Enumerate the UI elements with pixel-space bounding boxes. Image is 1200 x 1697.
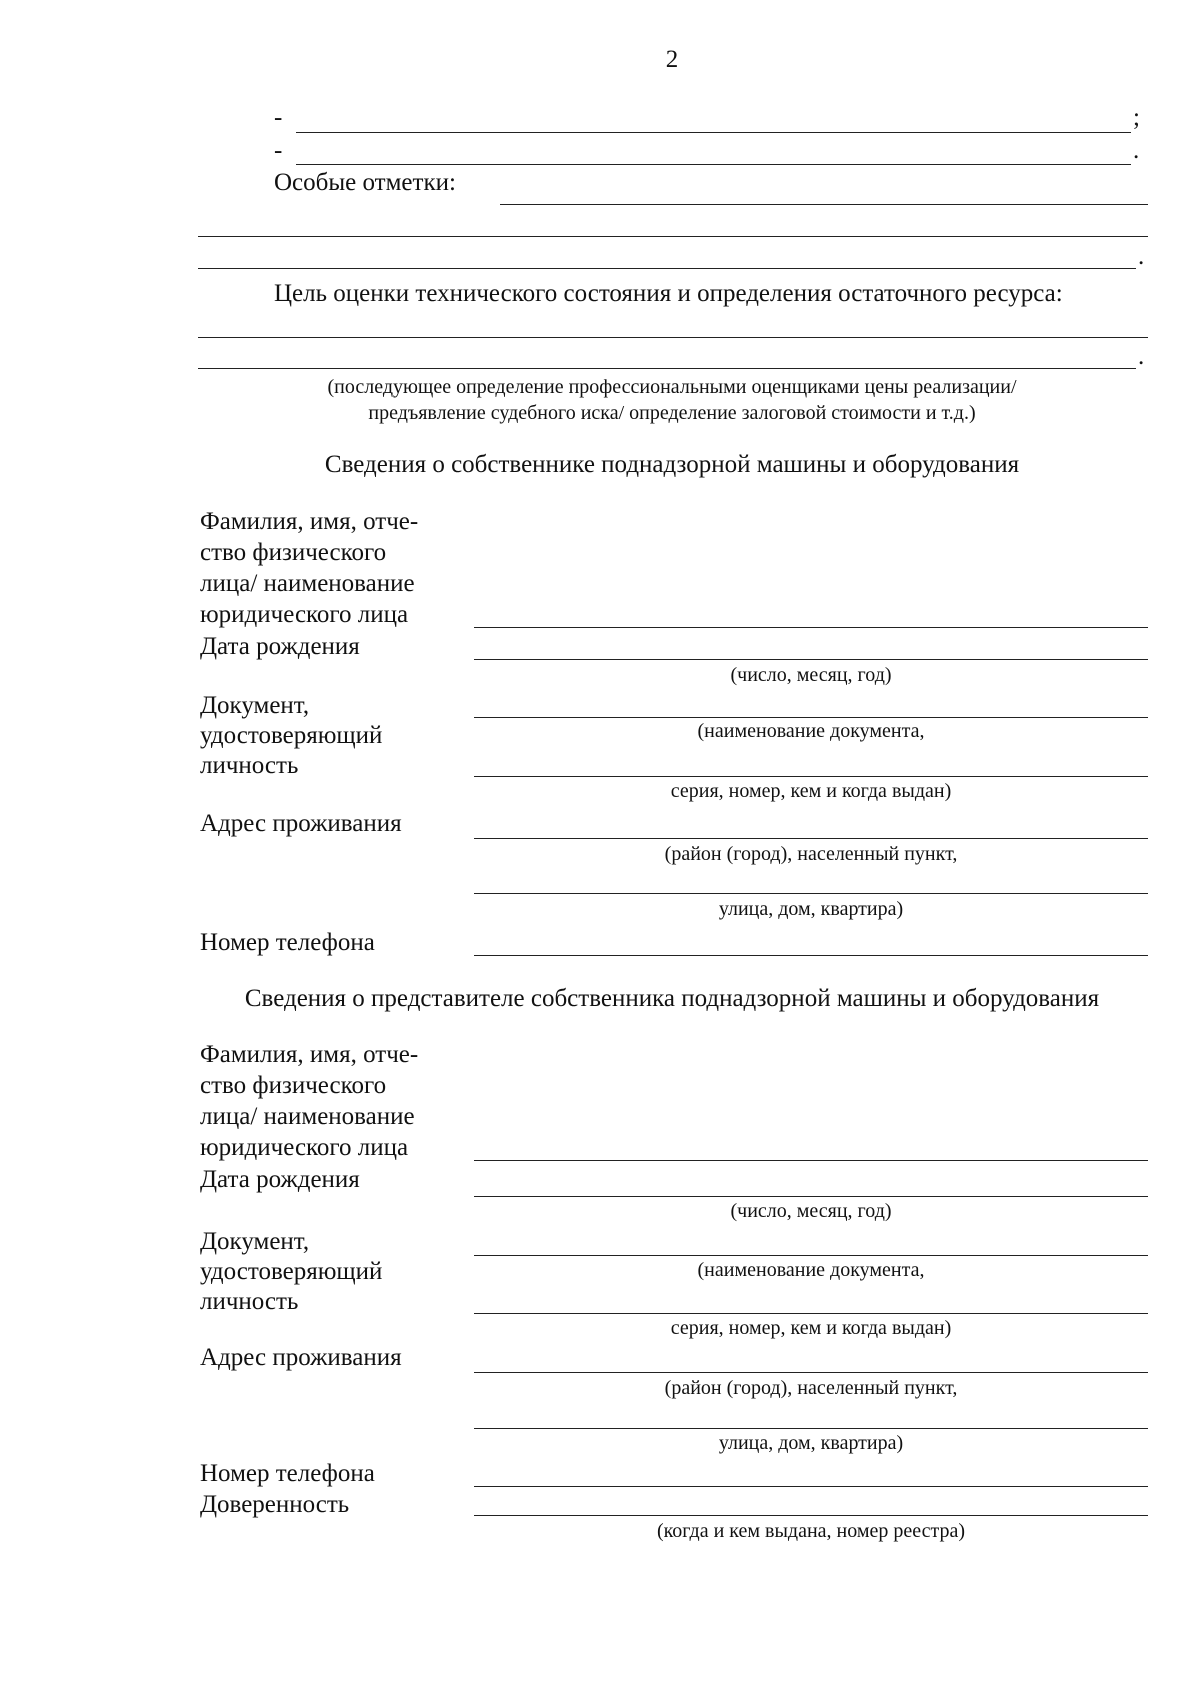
- representative-section-title: Сведения о представителе собственника поднадзорной машины и оборудования: [244, 985, 1100, 1012]
- purpose-hint-1: (последующее определение профессиональными оценщиками цены реализации/: [327, 376, 1017, 398]
- list-item-end-1: ;: [1133, 104, 1140, 131]
- owner-name-label-1: Фамилия, имя, отче-: [200, 508, 419, 535]
- rep-poa-hint: (когда и кем выдана, номер реестра): [656, 1520, 966, 1542]
- special-marks-field-2[interactable]: [198, 207, 1148, 237]
- list-item-field-1[interactable]: [296, 103, 1131, 133]
- rep-poa-field[interactable]: [474, 1486, 1148, 1516]
- rep-birth-label: Дата рождения: [200, 1166, 360, 1193]
- rep-name-field[interactable]: [474, 1131, 1148, 1161]
- rep-doc-label-1: Документ,: [200, 1228, 310, 1255]
- owner-doc-hint-1: (наименование документа,: [697, 720, 925, 742]
- special-marks-end: .: [1138, 243, 1145, 270]
- owner-phone-label: Номер телефона: [200, 929, 375, 956]
- purpose-field-1[interactable]: [198, 308, 1148, 338]
- owner-doc-label-3: личность: [200, 752, 299, 779]
- rep-name-label-4: юридического лица: [200, 1134, 409, 1161]
- special-marks-label: Особые отметки:: [274, 169, 456, 196]
- list-item-dash-1: -: [274, 104, 283, 131]
- purpose-end: .: [1138, 343, 1145, 370]
- owner-section-title: Сведения о собственнике поднадзорной машины и оборудования: [324, 451, 1020, 478]
- rep-name-label-1: Фамилия, имя, отче-: [200, 1041, 419, 1068]
- owner-address-field-1[interactable]: [474, 809, 1148, 839]
- special-marks-field-3[interactable]: [198, 239, 1136, 269]
- owner-doc-label-2: удостоверяющий: [200, 722, 383, 749]
- owner-name-label-2: ство физического: [200, 539, 387, 566]
- rep-address-hint-2: улица, дом, квартира): [718, 1432, 904, 1454]
- rep-doc-hint-1: (наименование документа,: [697, 1259, 925, 1281]
- rep-address-hint-1: (район (город), населенный пункт,: [664, 1377, 958, 1399]
- owner-name-label-4: юридического лица: [200, 601, 409, 628]
- list-item-dash-2: -: [274, 137, 283, 164]
- page-number: 2: [665, 46, 679, 73]
- owner-doc-label-1: Документ,: [200, 692, 310, 719]
- rep-name-label-2: ство физического: [200, 1072, 387, 1099]
- rep-address-field-2[interactable]: [474, 1399, 1148, 1429]
- rep-doc-label-2: удостоверяющий: [200, 1258, 383, 1285]
- list-item-field-2[interactable]: [296, 136, 1131, 166]
- special-marks-field-1[interactable]: [500, 175, 1148, 205]
- rep-phone-field[interactable]: [474, 1457, 1148, 1487]
- purpose-field-2[interactable]: [198, 339, 1136, 369]
- purpose-label: Цель оценки технического состояния и определения остаточного ресурса:: [274, 280, 1063, 307]
- rep-birth-field[interactable]: [474, 1167, 1148, 1197]
- owner-phone-field[interactable]: [474, 926, 1148, 956]
- owner-birth-label: Дата рождения: [200, 633, 360, 660]
- rep-doc-label-3: личность: [200, 1288, 299, 1315]
- owner-address-field-2[interactable]: [474, 864, 1148, 894]
- owner-address-hint-1: (район (город), населенный пункт,: [664, 843, 958, 865]
- owner-name-label-3: лица/ наименование: [200, 570, 415, 597]
- owner-doc-field-1[interactable]: [474, 688, 1148, 718]
- rep-doc-hint-2: серия, номер, кем и когда выдан): [670, 1317, 952, 1339]
- owner-birth-hint: (число, месяц, год): [730, 664, 892, 686]
- rep-address-field-1[interactable]: [474, 1343, 1148, 1373]
- rep-doc-field-2[interactable]: [474, 1284, 1148, 1314]
- owner-name-field[interactable]: [474, 598, 1148, 628]
- rep-name-label-3: лица/ наименование: [200, 1103, 415, 1130]
- owner-doc-hint-2: серия, номер, кем и когда выдан): [670, 780, 952, 802]
- purpose-hint-2: предъявление судебного иска/ определение залоговой стоимости и т.д.): [368, 402, 976, 424]
- list-item-end-2: .: [1133, 137, 1140, 164]
- rep-phone-label: Номер телефона: [200, 1460, 375, 1487]
- owner-doc-field-2[interactable]: [474, 747, 1148, 777]
- rep-poa-label: Доверенность: [200, 1491, 350, 1518]
- owner-address-label: Адрес проживания: [200, 810, 402, 837]
- rep-birth-hint: (число, месяц, год): [730, 1200, 892, 1222]
- rep-address-label: Адрес проживания: [200, 1344, 402, 1371]
- owner-address-hint-2: улица, дом, квартира): [718, 898, 904, 920]
- rep-doc-field-1[interactable]: [474, 1226, 1148, 1256]
- owner-birth-field[interactable]: [474, 630, 1148, 660]
